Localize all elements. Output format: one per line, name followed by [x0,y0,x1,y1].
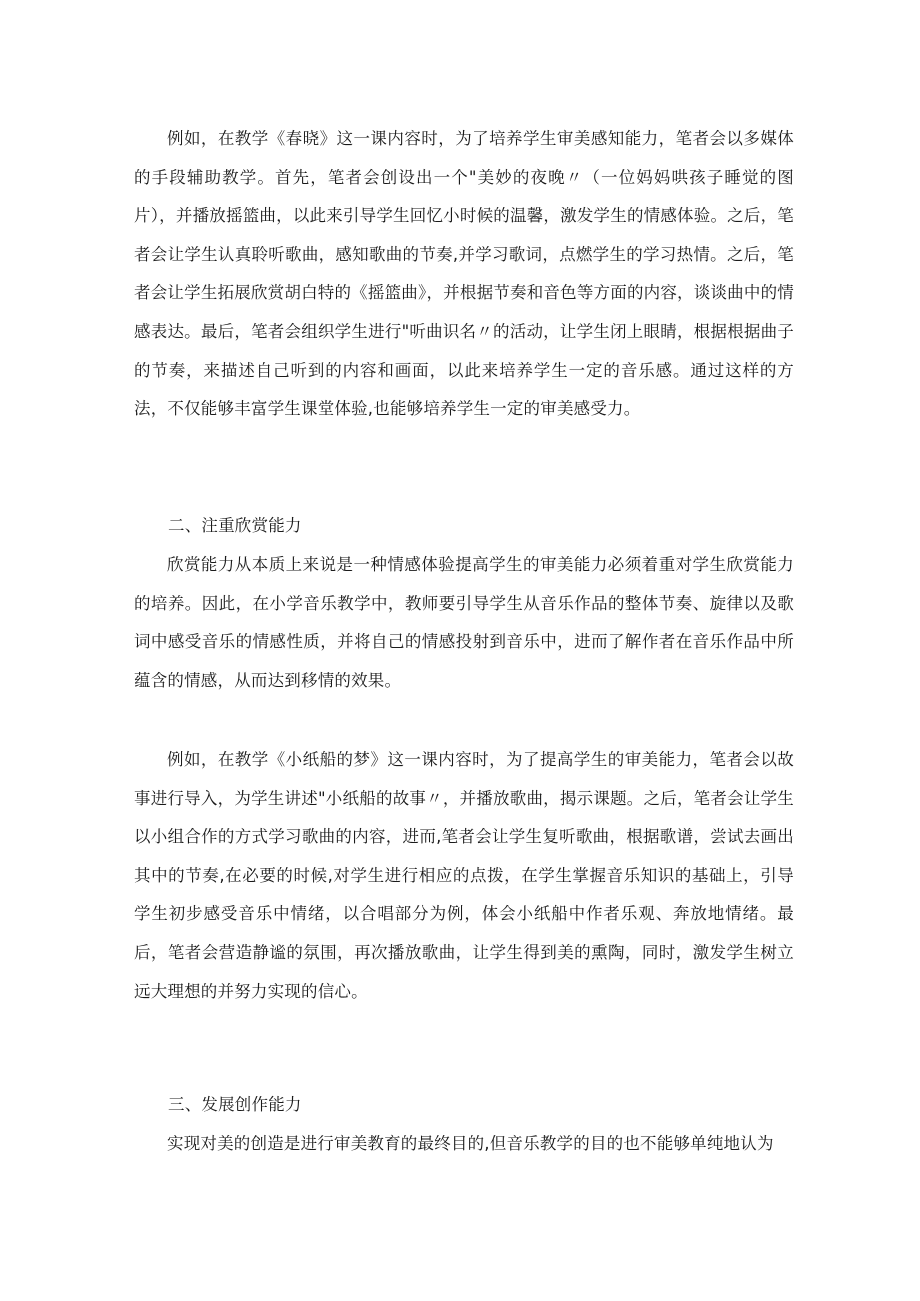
body-paragraph: 欣赏能力从本质上来说是一种情感体验提高学生的审美能力必须着重对学生欣赏能力的培养。因此，在小学音乐教学中，教师要引导学生从音乐作品的整体节奏、旋律以及歌词中感受音乐的情感性质，并将自己的情感投射到音乐中，进而了解作者在音乐作品中所蕴含的情感，从而达到移情的效果。 [134,555,794,690]
section-heading: 二、注重欣赏能力 [168,516,302,535]
body-paragraph: 实现对美的创造是进行审美教育的最终目的,但音乐教学的目的也不能够单纯地认为 [167,1134,774,1153]
body-paragraph: 例如，在教学《小纸船的梦》这一课内容时，为了提高学生的审美能力，笔者会以故事进行导入，为学生讲述"小纸船的故事〃，并播放歌曲，揭示课题。之后，笔者会让学生以小组合作的方式学习歌曲的内容，进而,笔者会让学生复听歌曲，根据歌谱，尝试去画出其中的节奏,在必要的时候,对学生进行相应的点拨，在学生掌握音乐知识的基础上，引导学生初步感受音乐中情绪，以合唱部分为例，体会小纸船中作者乐观、奔放地情绪。最后，笔者会营造静谧的氛围，再次播放歌曲，让学生得到美的熏陶，同时，激发学生树立远大理想的并努力实现的信心。 [134,750,794,1001]
body-paragraph: 例如，在教学《春晓》这一课内容时，为了培养学生审美感知能力，笔者会以多媒体的手段辅助教学。首先，笔者会创设出一个"美妙的夜晚〃（一位妈妈哄孩子睡觉的图片），并播放摇篮曲，以此来引导学生回忆小时候的温馨，激发学生的情感体验。之后，笔者会让学生认真聆听歌曲，感知歌曲的节奏,并学习歌词，点燃学生的学习热情。之后，笔者会让学生拓展欣赏胡白特的《摇篮曲》，并根据节奏和音色等方面的内容，谈谈曲中的情感表达。最后，笔者会组织学生进行"听曲识名〃的活动，让学生闭上眼睛，根据根据曲子的节奏，来描述自己听到的内容和画面，以此来培养学生一定的音乐感。通过这样的方法，不仅能够丰富学生课堂体验,也能够培养学生一定的审美感受力。 [134,129,794,419]
section-heading: 三、发展创作能力 [168,1095,302,1114]
